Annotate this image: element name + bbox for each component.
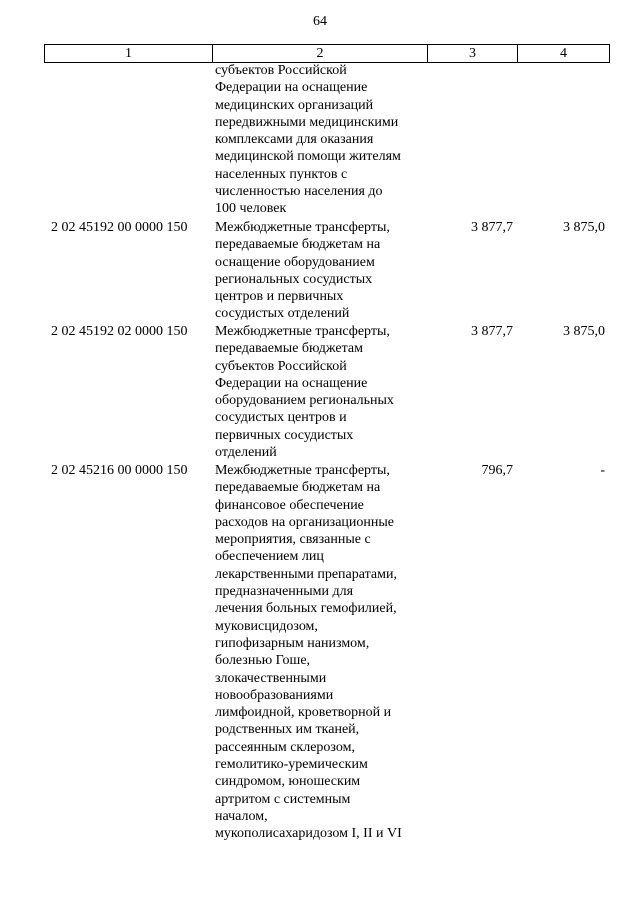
description-line: населенных пунктов с <box>215 166 348 182</box>
column-header-4: 4 <box>518 45 610 63</box>
page-number: 64 <box>313 14 327 29</box>
description-line: Межбюджетные трансферты, <box>215 463 390 478</box>
row-value-col3: 796,7 <box>481 463 513 478</box>
description-line: центров и первичных <box>215 289 344 305</box>
row-value-col4: 3 875,0 <box>563 220 605 235</box>
description-line: первичных сосудистых <box>215 427 354 443</box>
description-line: лечения больных гемофилией, <box>215 601 397 617</box>
description-line: злокачественными <box>215 670 327 686</box>
description-line: 100 человек <box>215 201 287 217</box>
row-description <box>215 219 430 323</box>
column-header-2: 2 <box>213 45 428 63</box>
description-line: гемолитико-уремическим <box>215 757 368 773</box>
description-line: родственных им тканей, <box>215 722 360 738</box>
row-description <box>215 62 430 218</box>
description-line: передаваемые бюджетам на <box>215 237 381 253</box>
description-line: финансовое обеспечение <box>215 497 364 513</box>
row-code: 2 02 45216 00 0000 150 <box>51 463 188 478</box>
description-line: комплексами для оказания <box>215 132 374 148</box>
description-line: сосудистых отделений <box>215 306 350 322</box>
description-line: синдромом, юношеским <box>215 774 361 790</box>
row-description <box>215 323 430 461</box>
description-line: муковисцидозом, <box>215 618 318 634</box>
description-line: лекарственными препаратами, <box>215 566 397 582</box>
description-line: передаваемые бюджетам <box>215 341 363 357</box>
description-line: лимфоидной, кроветворной и <box>215 705 392 721</box>
row-value-col4: - <box>600 463 605 478</box>
description-line: субъектов Российской <box>215 358 347 374</box>
row-description <box>215 462 430 843</box>
column-header-row <box>45 45 610 63</box>
description-line: Межбюджетные трансферты, <box>215 220 390 235</box>
description-line: Федерации на оснащение <box>215 375 368 391</box>
description-line: медицинских организаций <box>215 97 374 113</box>
description-line: оснащение оборудованием <box>215 254 375 270</box>
description-line: болезнью Гоше, <box>215 653 311 669</box>
description-line: расходов на организационные <box>215 514 395 530</box>
description-line: передаваемые бюджетам на <box>215 480 381 496</box>
description-line: предназначенными для <box>215 584 354 600</box>
description-line: региональных сосудистых <box>215 271 373 287</box>
description-line: отделений <box>215 445 277 461</box>
row-value-col3: 3 877,7 <box>471 324 513 339</box>
column-header-3: 3 <box>428 45 518 63</box>
description-line: субъектов Российской <box>215 63 347 78</box>
description-line: обеспечением лиц <box>215 549 324 565</box>
description-line: началом, <box>215 808 268 824</box>
description-line: мукополисахаридозом I, II и VI <box>215 826 402 842</box>
column-header-1: 1 <box>45 45 213 63</box>
description-line: оборудованием региональных <box>215 393 394 409</box>
description-line: численностью населения до <box>215 184 383 200</box>
description-line: артритом с системным <box>215 791 351 807</box>
row-value-col3: 3 877,7 <box>471 220 513 235</box>
row-code: 2 02 45192 00 0000 150 <box>51 220 188 235</box>
description-line: мероприятия, связанные с <box>215 532 371 548</box>
column-header-table <box>44 44 610 63</box>
description-line: новообразованиями <box>215 687 334 703</box>
description-line: сосудистых центров и <box>215 410 347 426</box>
description-line: передвижными медицинскими <box>215 114 399 130</box>
description-line: Межбюджетные трансферты, <box>215 324 390 339</box>
description-line: Федерации на оснащение <box>215 80 368 96</box>
description-line: гипофизарным нанизмом, <box>215 635 370 651</box>
description-line: рассеянным склерозом, <box>215 739 355 755</box>
row-value-col4: 3 875,0 <box>563 324 605 339</box>
row-code: 2 02 45192 02 0000 150 <box>51 324 188 339</box>
description-line: медицинской помощи жителям <box>215 149 401 165</box>
